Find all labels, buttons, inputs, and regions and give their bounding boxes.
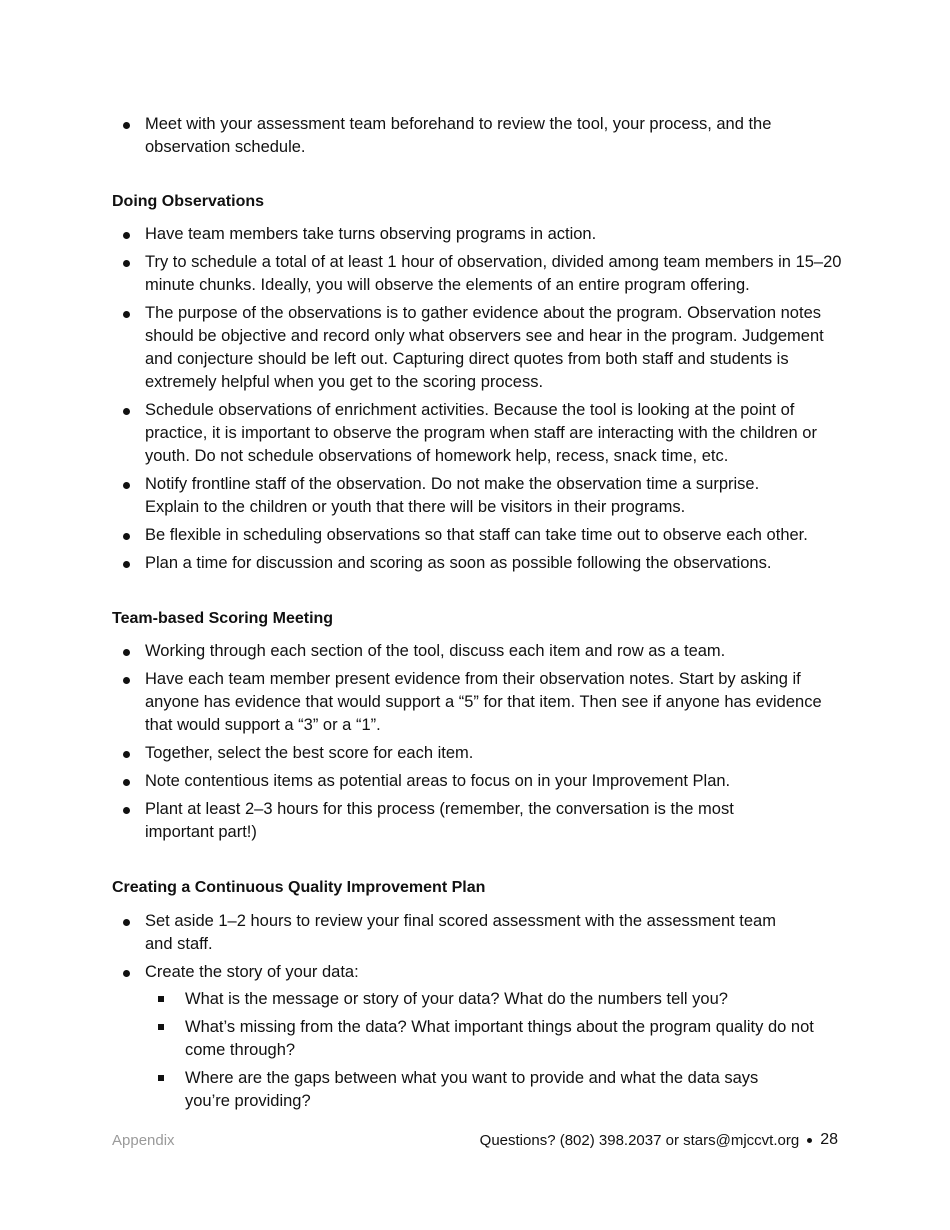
list-item: Working through each section of the tool, discuss each item and row as a team.	[112, 640, 842, 663]
footer-contact-text: Questions? (802) 398.2037 or stars@mjccvt.org	[479, 1131, 800, 1149]
bullet-icon	[123, 919, 130, 926]
bullet-icon	[123, 408, 130, 415]
cqi-plan-heading: Creating a Continuous Quality Improvement Plan	[112, 879, 486, 896]
team-scoring-heading: Team-based Scoring Meeting	[112, 610, 334, 627]
bullet-icon	[123, 533, 130, 540]
bullet-icon	[123, 482, 130, 489]
page-number: 28	[820, 1131, 838, 1148]
doing-observations-list	[112, 223, 842, 580]
list-item: The purpose of the observations is to gather evidence about the program. Observation notes should be objective and record only what observers see and hear in the program. Judgement and conjecture should be left out. Capturing direct quotes from both staff and students is extremely helpful when you get to the scoring process.	[112, 302, 842, 394]
bullet-icon	[123, 677, 130, 684]
bullet-icon	[123, 970, 130, 977]
list-item: Note contentious items as potential areas to focus on in your Improvement Plan.	[112, 770, 842, 793]
list-item: Create the story of your data: What is the message or story of your data? What do the numbers tell you? What’s missing from the data? What important things about the program quality do not come through? Where are the gaps between what you want to provide and what the data says you’re providing?	[112, 961, 842, 1113]
list-item: Try to schedule a total of at least 1 hour of observation, divided among team members in 15–20 minute chunks. Ideally, you will observe the elements of an entire program offering.	[112, 251, 842, 297]
sub-list-item: Where are the gaps between what you want to provide and what the data says you’re providing?	[145, 1067, 842, 1113]
list-item: Notify frontline staff of the observation. Do not make the observation time a surprise. Explain to the children or youth that there will be visitors in their programs.	[112, 473, 842, 519]
bullet-icon	[123, 260, 130, 267]
sub-list-item: What is the message or story of your data? What do the numbers tell you?	[145, 988, 842, 1011]
doing-observations-heading: Doing Observations	[112, 193, 265, 210]
square-bullet-icon	[158, 996, 164, 1002]
footer-section-label: Appendix	[112, 1132, 175, 1149]
bullet-icon	[123, 779, 130, 786]
bullet-icon	[123, 122, 130, 129]
team-scoring-list	[112, 640, 842, 849]
square-bullet-icon	[158, 1024, 164, 1030]
list-item: Have team members take turns observing programs in action.	[112, 223, 842, 246]
list-item: Set aside 1–2 hours to review your final scored assessment with the assessment team and staff.	[112, 910, 842, 956]
sub-list-item: What’s missing from the data? What important things about the program quality do not come through?	[145, 1016, 842, 1062]
bullet-separator-icon	[807, 1138, 812, 1143]
bullet-icon	[123, 649, 130, 656]
list-item: Meet with your assessment team beforehand to review the tool, your process, and the observation schedule.	[112, 113, 812, 159]
bullet-icon	[123, 232, 130, 239]
bullet-icon	[123, 807, 130, 814]
list-item: Plan a time for discussion and scoring as soon as possible following the observations.	[112, 552, 842, 575]
intro-list	[112, 113, 812, 164]
bullet-icon	[123, 311, 130, 318]
list-item: Be flexible in scheduling observations so that staff can take time out to observe each other.	[112, 524, 842, 547]
square-bullet-icon	[158, 1075, 164, 1081]
list-item: Together, select the best score for each item.	[112, 742, 842, 765]
list-item: Plant at least 2–3 hours for this process (remember, the conversation is the most important part!)	[112, 798, 842, 844]
footer-contact	[480, 1131, 838, 1149]
cqi-plan-sublist	[145, 988, 842, 1113]
cqi-plan-list	[112, 910, 842, 1118]
list-item: Schedule observations of enrichment activities. Because the tool is looking at the point of practice, it is important to observe the program when staff are interacting with the children or youth. Do not schedule observations of homework help, recess, snack time, etc.	[112, 399, 842, 468]
bullet-icon	[123, 561, 130, 568]
list-item: Have each team member present evidence from their observation notes. Start by asking if anyone has evidence that would support a “5” for that item. Then see if anyone has evidence that would support a “3” or a “1”.	[112, 668, 842, 737]
bullet-icon	[123, 751, 130, 758]
